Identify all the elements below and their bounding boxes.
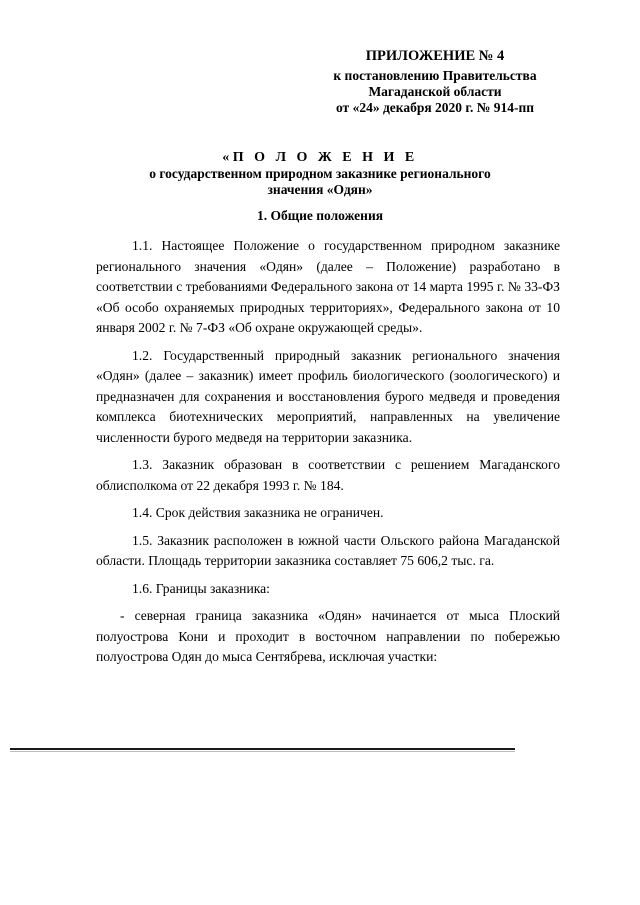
paragraph-1-6: 1.6. Границы заказника: — [132, 580, 270, 596]
document-subtitle-line-1: о государственном природном заказнике регионального — [149, 166, 491, 181]
annex-block — [300, 48, 570, 116]
annex-region-line: Магаданской области — [368, 84, 502, 99]
paragraph-northern-border: - северная граница заказника «Одян» начинается от мыса Плоский полуострова Кони и проходит в восточном направлении по побережью полуострова Одян до мыса Сентябрева, исключая участки: — [96, 608, 560, 664]
paragraph-1-2: 1.2. Государственный природный заказник регионального значения «Одян» (далее – заказник) имеет профиль биологического (зоологического) и предназначен для сохранения и восстановления бурого медведя и проведения комплекса биотехнических мероприятий, направленных на увеличение численности бурого медведя на территории заказника. — [96, 347, 560, 445]
document-title: «П О Л О Ж Е Н И Е — [222, 150, 418, 165]
paragraph-1-1: 1.1. Настоящее Положение о государственном природном заказнике регионального значения «Одян» (далее – Положение) разработано в соответствии с требованиями Федерального закона от 14 марта 1995 г. № 33-ФЗ «Об особо охраняемых природных территориях», Федерального закона от 10 января 2002 г. № 7-ФЗ «Об охране окружающей среды». — [96, 238, 560, 335]
section-heading: 1. Общие положения — [256, 208, 384, 223]
annex-resolution-line: к постановлению Правительства — [333, 68, 537, 83]
paragraph-1-4: 1.4. Срок действия заказника не ограничен. — [132, 505, 384, 520]
annex-title: ПРИЛОЖЕНИЕ № 4 — [365, 48, 505, 64]
annex-date-line: от «24» декабря 2020 г. № 914-пп — [335, 100, 534, 115]
page-divider-line — [10, 748, 515, 750]
paragraph-1-5: 1.5. Заказник расположен в южной части Ольского района Магаданской области. Площадь территории заказника составляет 75 606,2 тыс. га. — [96, 532, 560, 568]
document-subtitle-line-2: значения «Одян» — [267, 182, 373, 197]
document-title-block — [80, 150, 560, 198]
section-body — [96, 236, 560, 675]
paragraph-1-3: 1.3. Заказник образован в соответствии с решением Магаданского облисполкома от 22 декабря 1993 г. № 184. — [96, 457, 560, 493]
